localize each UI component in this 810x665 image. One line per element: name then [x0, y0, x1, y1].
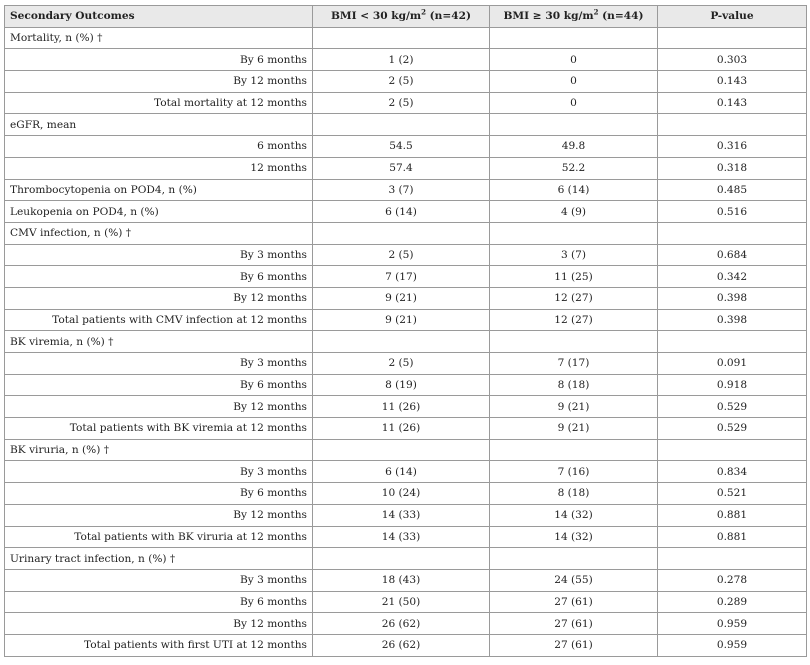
table-row: [5, 374, 807, 396]
header-bmi-30-or-more: [490, 6, 658, 28]
bmi-30-or-more-cell: [490, 27, 658, 49]
table-row: [5, 266, 807, 288]
p-value-cell: 0.529: [658, 396, 807, 418]
outcome-label-cell: CMV infection, n (%) †: [5, 222, 313, 244]
bmi-under-30-cell: 10 (24): [313, 483, 490, 505]
bmi-30-or-more-cell: 12 (27): [490, 309, 658, 331]
p-value-cell: 0.318: [658, 157, 807, 179]
outcome-label-cell: BK viremia, n (%) †: [5, 331, 313, 353]
p-value-cell: 0.529: [658, 418, 807, 440]
p-value-cell: 0.398: [658, 287, 807, 309]
outcome-label-cell: 12 months: [5, 157, 313, 179]
outcome-label-cell: Leukopenia on POD4, n (%): [5, 201, 313, 223]
outcome-label-cell: By 6 months: [5, 591, 313, 613]
p-value-cell: 0.959: [658, 613, 807, 635]
bmi-under-30-cell: 26 (62): [313, 634, 490, 656]
bmi-under-30-cell: 2 (5): [313, 71, 490, 93]
header-bmi-under-30-label: BMI < 30 kg/m: [330, 10, 422, 23]
table-row: [5, 591, 807, 613]
outcome-label-cell: Total mortality at 12 months: [5, 92, 313, 114]
bmi-30-or-more-cell: 7 (16): [490, 461, 658, 483]
header-bmi-30-or-more-superscript: 2: [593, 7, 599, 17]
table-row: [5, 179, 807, 201]
table-row: [5, 353, 807, 375]
bmi-30-or-more-cell: 49.8: [490, 136, 658, 158]
bmi-30-or-more-cell: [490, 548, 658, 570]
bmi-30-or-more-cell: 52.2: [490, 157, 658, 179]
p-value-cell: [658, 222, 807, 244]
bmi-under-30-cell: 2 (5): [313, 244, 490, 266]
bmi-30-or-more-cell: 7 (17): [490, 353, 658, 375]
outcome-label-cell: By 3 months: [5, 569, 313, 591]
bmi-under-30-cell: 18 (43): [313, 569, 490, 591]
bmi-under-30-cell: 57.4: [313, 157, 490, 179]
p-value-cell: [658, 27, 807, 49]
header-bmi-30-or-more-n: (n=44): [598, 10, 644, 23]
bmi-under-30-cell: 14 (33): [313, 504, 490, 526]
table-row: [5, 613, 807, 635]
bmi-under-30-cell: [313, 548, 490, 570]
outcome-label-cell: Total patients with BK viremia at 12 months: [5, 418, 313, 440]
bmi-under-30-cell: 11 (26): [313, 396, 490, 418]
bmi-under-30-cell: 6 (14): [313, 461, 490, 483]
bmi-under-30-cell: 26 (62): [313, 613, 490, 635]
bmi-30-or-more-cell: 8 (18): [490, 483, 658, 505]
outcome-label-cell: Urinary tract infection, n (%) †: [5, 548, 313, 570]
bmi-under-30-cell: 21 (50): [313, 591, 490, 613]
outcome-label-cell: Total patients with BK viruria at 12 months: [5, 526, 313, 548]
bmi-30-or-more-cell: 24 (55): [490, 569, 658, 591]
secondary-outcomes-table-container: [4, 5, 806, 657]
table-row: [5, 548, 807, 570]
table-row: [5, 71, 807, 93]
outcome-label-cell: Total patients with first UTI at 12 months: [5, 634, 313, 656]
outcome-label-cell: By 12 months: [5, 71, 313, 93]
p-value-cell: 0.143: [658, 92, 807, 114]
p-value-cell: 0.278: [658, 569, 807, 591]
outcome-label-cell: Mortality, n (%) †: [5, 27, 313, 49]
bmi-30-or-more-cell: 14 (32): [490, 504, 658, 526]
p-value-cell: 0.398: [658, 309, 807, 331]
p-value-cell: [658, 548, 807, 570]
table-row: [5, 461, 807, 483]
table-row: [5, 244, 807, 266]
bmi-30-or-more-cell: 14 (32): [490, 526, 658, 548]
table-row: [5, 27, 807, 49]
header-bmi-under-30-n: (n=42): [425, 10, 472, 23]
outcome-label-cell: By 12 months: [5, 613, 313, 635]
p-value-cell: 0.959: [658, 634, 807, 656]
bmi-30-or-more-cell: 4 (9): [490, 201, 658, 223]
header-bmi-30-or-more-label: BMI ≥ 30 kg/m: [503, 10, 594, 23]
bmi-under-30-cell: 3 (7): [313, 179, 490, 201]
table-row: [5, 136, 807, 158]
bmi-under-30-cell: 11 (26): [313, 418, 490, 440]
table-row: [5, 569, 807, 591]
table-row: [5, 157, 807, 179]
table-row: [5, 396, 807, 418]
bmi-under-30-cell: 54.5: [313, 136, 490, 158]
bmi-under-30-cell: 2 (5): [313, 92, 490, 114]
table-row: [5, 92, 807, 114]
bmi-30-or-more-cell: 27 (61): [490, 634, 658, 656]
p-value-cell: 0.485: [658, 179, 807, 201]
outcome-label-cell: By 12 months: [5, 287, 313, 309]
bmi-30-or-more-cell: 3 (7): [490, 244, 658, 266]
bmi-30-or-more-cell: 0: [490, 71, 658, 93]
bmi-30-or-more-cell: [490, 439, 658, 461]
table-row: [5, 439, 807, 461]
bmi-under-30-cell: [313, 27, 490, 49]
bmi-30-or-more-cell: 9 (21): [490, 418, 658, 440]
p-value-cell: 0.143: [658, 71, 807, 93]
bmi-under-30-cell: [313, 222, 490, 244]
bmi-30-or-more-cell: 9 (21): [490, 396, 658, 418]
bmi-under-30-cell: 9 (21): [313, 309, 490, 331]
table-row: [5, 287, 807, 309]
p-value-cell: 0.684: [658, 244, 807, 266]
p-value-cell: 0.834: [658, 461, 807, 483]
p-value-cell: 0.289: [658, 591, 807, 613]
p-value-cell: 0.316: [658, 136, 807, 158]
outcome-label-cell: By 12 months: [5, 396, 313, 418]
outcome-label-cell: Total patients with CMV infection at 12 months: [5, 309, 313, 331]
outcome-label-cell: By 3 months: [5, 353, 313, 375]
bmi-30-or-more-cell: [490, 114, 658, 136]
bmi-30-or-more-cell: 0: [490, 92, 658, 114]
p-value-cell: 0.918: [658, 374, 807, 396]
bmi-30-or-more-cell: 0: [490, 49, 658, 71]
bmi-30-or-more-cell: 11 (25): [490, 266, 658, 288]
p-value-cell: 0.303: [658, 49, 807, 71]
bmi-under-30-cell: 14 (33): [313, 526, 490, 548]
bmi-under-30-cell: 6 (14): [313, 201, 490, 223]
outcome-label-cell: BK viruria, n (%) †: [5, 439, 313, 461]
table-body: [5, 27, 807, 656]
table-row: [5, 418, 807, 440]
table-row: [5, 309, 807, 331]
bmi-under-30-cell: 2 (5): [313, 353, 490, 375]
outcome-label-cell: By 6 months: [5, 266, 313, 288]
bmi-30-or-more-cell: 12 (27): [490, 287, 658, 309]
header-bmi-under-30: [313, 6, 490, 28]
outcome-label-cell: Thrombocytopenia on POD4, n (%): [5, 179, 313, 201]
bmi-30-or-more-cell: 8 (18): [490, 374, 658, 396]
bmi-30-or-more-cell: 6 (14): [490, 179, 658, 201]
table-header-row: [5, 6, 807, 28]
secondary-outcomes-table: [4, 5, 807, 657]
bmi-under-30-cell: [313, 114, 490, 136]
outcome-label-cell: 6 months: [5, 136, 313, 158]
bmi-under-30-cell: 9 (21): [313, 287, 490, 309]
outcome-label-cell: By 3 months: [5, 244, 313, 266]
table-row: [5, 201, 807, 223]
table-row: [5, 504, 807, 526]
table-row: [5, 331, 807, 353]
table-row: [5, 222, 807, 244]
outcome-label-cell: By 6 months: [5, 483, 313, 505]
table-row: [5, 114, 807, 136]
outcome-label-cell: By 6 months: [5, 374, 313, 396]
outcome-label-cell: By 6 months: [5, 49, 313, 71]
header-bmi-under-30-superscript: 2: [421, 7, 426, 17]
p-value-cell: 0.881: [658, 504, 807, 526]
p-value-cell: 0.521: [658, 483, 807, 505]
p-value-cell: [658, 331, 807, 353]
bmi-under-30-cell: [313, 331, 490, 353]
outcome-label-cell: By 3 months: [5, 461, 313, 483]
p-value-cell: [658, 114, 807, 136]
outcome-label-cell: eGFR, mean: [5, 114, 313, 136]
p-value-cell: 0.881: [658, 526, 807, 548]
header-secondary-outcomes: Secondary Outcomes: [5, 6, 313, 28]
bmi-30-or-more-cell: 27 (61): [490, 613, 658, 635]
outcome-label-cell: By 12 months: [5, 504, 313, 526]
bmi-30-or-more-cell: [490, 331, 658, 353]
bmi-under-30-cell: 8 (19): [313, 374, 490, 396]
table-row: [5, 634, 807, 656]
table-row: [5, 483, 807, 505]
table-row: [5, 526, 807, 548]
bmi-under-30-cell: [313, 439, 490, 461]
bmi-30-or-more-cell: [490, 222, 658, 244]
bmi-30-or-more-cell: 27 (61): [490, 591, 658, 613]
bmi-under-30-cell: 1 (2): [313, 49, 490, 71]
p-value-cell: 0.516: [658, 201, 807, 223]
header-p-value: P-value: [658, 6, 807, 28]
p-value-cell: 0.091: [658, 353, 807, 375]
p-value-cell: [658, 439, 807, 461]
p-value-cell: 0.342: [658, 266, 807, 288]
table-row: [5, 49, 807, 71]
bmi-under-30-cell: 7 (17): [313, 266, 490, 288]
